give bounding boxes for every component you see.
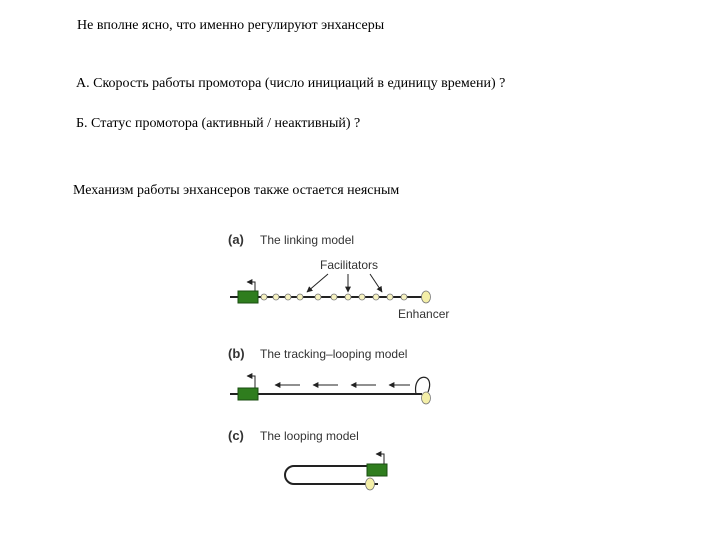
promoter-box [238, 388, 258, 400]
panel-a-title: The linking model [260, 233, 355, 247]
facilitator-dot [387, 294, 393, 300]
panel-a-linking-model [228, 232, 449, 321]
facilitator-pointer-arrow [370, 274, 382, 292]
facilitator-dot [297, 294, 303, 300]
panel-c-letter: (c) [228, 428, 244, 443]
facilitator-dot [359, 294, 365, 300]
facilitator-pointer-arrow [307, 274, 328, 292]
facilitator-dot [401, 294, 407, 300]
dna-loop [416, 377, 430, 394]
facilitator-dot [315, 294, 321, 300]
enhancer-models-figure [200, 222, 470, 502]
panel-b-tracking-looping-model [228, 346, 431, 404]
promoter-box [238, 291, 258, 303]
promoter-box [367, 464, 387, 476]
panel-c-looping-model [228, 428, 387, 490]
enhancer-element [422, 291, 431, 303]
facilitator-dot [373, 294, 379, 300]
facilitator-dot [285, 294, 291, 300]
panel-a-letter: (a) [228, 232, 244, 247]
facilitator-dot [273, 294, 279, 300]
transcription-start-arrow [376, 454, 384, 464]
facilitator-dot [345, 294, 351, 300]
conclusion-text: Механизм работы энхансеров также остается неясным [73, 183, 400, 198]
enhancer-element [366, 478, 375, 490]
slide-title: Не вполне ясно, что именно регулируют энхансеры [77, 18, 385, 33]
panel-b-letter: (b) [228, 346, 245, 361]
panel-c-title: The looping model [260, 429, 359, 443]
facilitators-label: Facilitators [320, 258, 379, 272]
enhancer-label: Enhancer [398, 307, 450, 321]
facilitator-dot [331, 294, 337, 300]
panel-b-title: The tracking–looping model [260, 347, 408, 361]
facilitator-dot [261, 294, 267, 300]
enhancer-element [422, 392, 431, 404]
question-a: А. Скорость работы промотора (число инициаций в единицу времени) ? [76, 76, 506, 91]
question-b: Б. Статус промотора (активный / неактивный) ? [76, 116, 361, 131]
